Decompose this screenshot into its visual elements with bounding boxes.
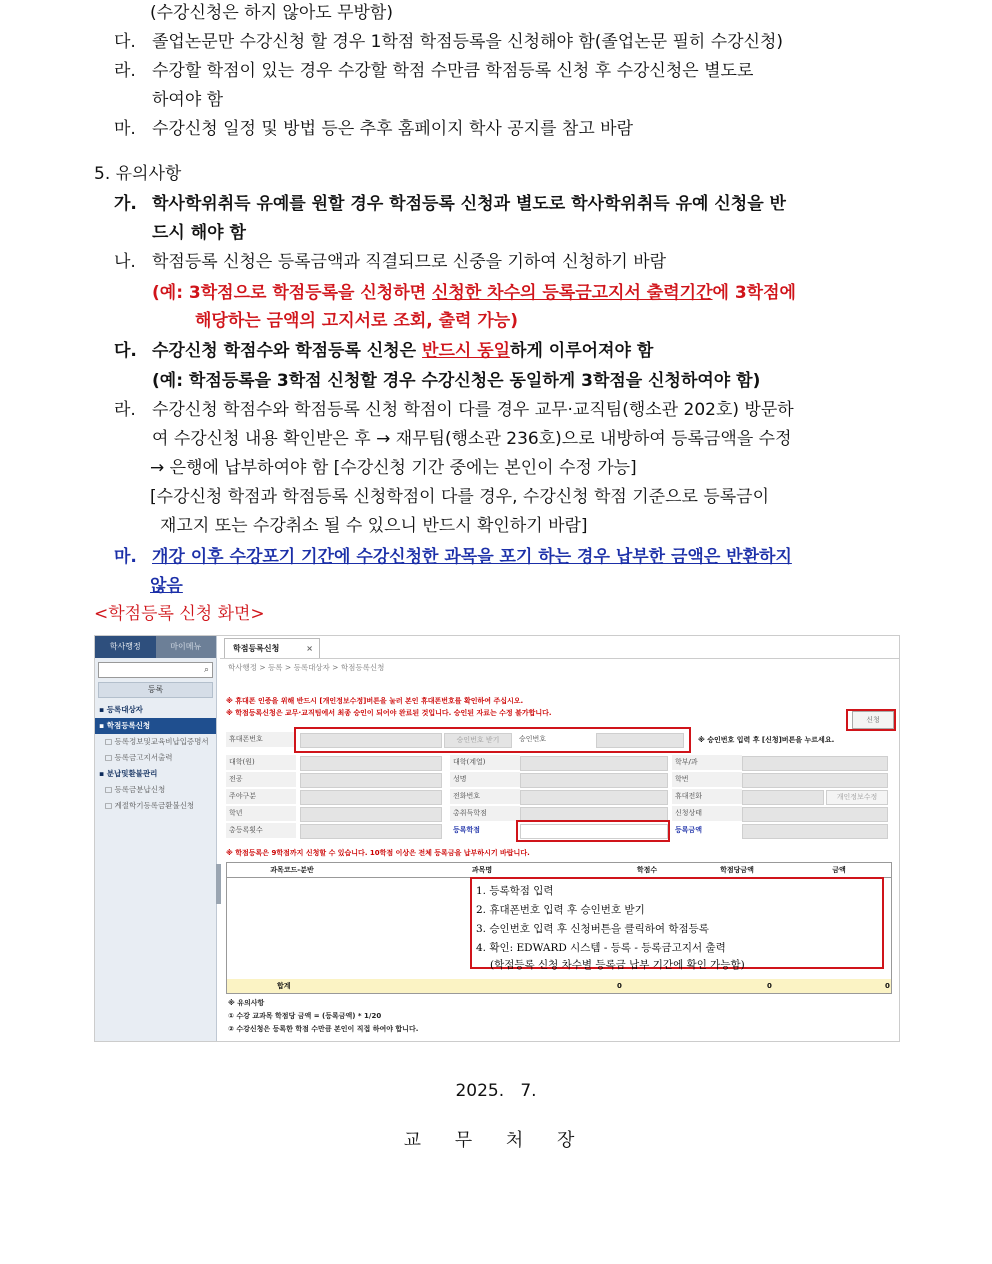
field-value <box>742 824 888 839</box>
caution-text: ② 수강신청은 등록한 학점 수만큼 본인이 직접 하여야 합니다. <box>228 1025 419 1033</box>
field-value <box>300 824 442 839</box>
phone-label: 휴대폰번호 <box>226 732 296 747</box>
field-label: 등록금액 <box>672 823 742 838</box>
text-line: 라. 수강할 학점이 있는 경우 수강할 학점 수만큼 학점등록 신청 후 수강신청은 별도로 <box>114 61 754 81</box>
apply-button[interactable]: 신청 <box>852 711 894 729</box>
sidebar-item-refund[interactable]: □ 계절학기등록금환불신청 <box>105 801 195 810</box>
field-value <box>742 790 824 805</box>
field-value <box>300 773 442 788</box>
document-signer: 교 무 처 장 <box>403 1130 589 1151</box>
column-header: 학점당금액 <box>720 866 754 874</box>
blue-notice: 마. 개강 이후 수강포기 기간에 수강신청한 과목을 포기 하는 경우 납부한 금액은 반환하지 <box>114 547 792 567</box>
highlight-box <box>846 709 896 731</box>
field-value <box>520 756 668 771</box>
sidebar-search-input[interactable] <box>98 662 213 678</box>
code-label: 승인번호 <box>516 732 576 747</box>
edit-info-button[interactable]: 개인정보수정 <box>826 790 888 805</box>
section-heading: 5. 유의사항 <box>94 164 182 184</box>
text-line: (수강신청은 하지 않아도 무방함) <box>150 3 393 23</box>
tab-credit-registration[interactable]: 학점등록신청 × <box>224 638 320 658</box>
notice-text: ※ 휴대폰 인증을 위해 반드시 [개인정보수정]버튼을 눌러 본인 휴대폰번호를 확인하여 주십시오. <box>226 697 524 705</box>
blue-notice: 않음 <box>150 576 183 596</box>
text-line: 마. 수강신청 일정 및 방법 등은 추후 홈페이지 학사 공지를 참고 바람 <box>114 119 634 139</box>
field-value <box>742 807 888 822</box>
registration-screenshot <box>94 635 900 1042</box>
sidebar-item-installment[interactable]: ▪ 분납및환불관리 <box>99 769 158 778</box>
field-value <box>300 807 442 822</box>
text-line: 재고지 또는 수강취소 될 수 있으니 반드시 확인하기 바람] <box>160 516 588 536</box>
text-line: (예: 학점등록을 3학점 신청할 경우 수강신청은 동일하게 3학점을 신청하여야 함) <box>152 371 761 391</box>
field-label: 휴대전화 <box>672 789 742 804</box>
search-icon[interactable]: ⌕ <box>203 665 209 675</box>
field-label: 학년 <box>226 806 296 821</box>
field-value <box>520 790 668 805</box>
sidebar-item-bill[interactable]: □ 등록금고지서출력 <box>105 753 173 762</box>
field-label: 전공 <box>226 772 296 787</box>
field-label: 등록학점 <box>450 823 520 838</box>
text-line: 드시 해야 함 <box>152 223 246 243</box>
text-line: → 은행에 납부하여야 함 [수강신청 기간 중에는 본인이 수정 가능] <box>150 458 637 478</box>
sidebar-tab-academic[interactable]: 학사행정 <box>95 636 156 658</box>
field-value <box>300 756 442 771</box>
column-header: 학점수 <box>636 866 658 874</box>
sidebar-item-credit-registration[interactable]: ▪ 학점등록신청 <box>95 718 216 734</box>
text-line: 다. 졸업논문만 수강신청 할 경우 1학점 학점등록을 신청해야 함(졸업논문 필히 수강신청) <box>114 32 784 52</box>
field-label: 성명 <box>450 772 520 787</box>
text-line: 나. 학점등록 신청은 등록금액과 직결되므로 신중을 기하여 신청하기 바람 <box>114 252 667 272</box>
main-panel <box>220 636 899 1041</box>
text-line: [수강신청 학점과 학점등록 신청학점이 다를 경우, 수강신청 학점 기준으로 등록금이 <box>150 487 770 507</box>
screen-caption: <학점등록 신청 화면> <box>94 604 265 624</box>
credit-notice: ※ 학점등록은 9학점까지 신청할 수 있습니다. 10학점 이상은 전체 등록금을 납부하시기 바랍니다. <box>226 849 530 857</box>
column-header: 금액 <box>832 866 846 874</box>
red-example: 해당하는 금액의 고지서로 조회, 출력 가능) <box>195 311 518 331</box>
field-label: 신청상태 <box>672 806 742 821</box>
sidebar-item-certificate[interactable]: □ 등록정보및교육비납입증명서 <box>105 737 209 746</box>
step-item: 3. 승인번호 입력 후 신청버튼을 클릭하여 학점등록 <box>476 923 709 935</box>
breadcrumb: 학사행정 > 등록 > 등록대상자 > 학점등록신청 <box>228 663 385 672</box>
step-item: (학점등록 신청 차수별 등록금 납부 기간에 확인 가능함) <box>490 959 745 971</box>
column-header: 과목명 <box>471 866 493 874</box>
step-item: 1. 등록학점 입력 <box>476 885 554 897</box>
get-code-button[interactable]: 승인번호 받기 <box>444 733 512 748</box>
text-line: 다. 수강신청 학점수와 학점등록 신청은 반드시 동일하게 이루어져야 함 <box>114 341 654 361</box>
caution-title: ※ 유의사항 <box>228 999 265 1007</box>
code-hint: ※ 승인번호 입력 후 [신청]버튼을 누르세요. <box>698 736 835 744</box>
field-value <box>742 773 888 788</box>
highlight-box <box>516 820 670 842</box>
text-line: 라. 수강신청 학점수와 학점등록 신청 학점이 다를 경우 교무·교직팀(행소관 202호) 방문하 <box>114 400 794 420</box>
text-line: 가. 학사학위취득 유예를 원할 경우 학점등록 신청과 별도로 학사학위취득 유예 신청을 반 <box>114 194 786 214</box>
field-label: 대학(계열) <box>450 755 520 770</box>
field-value <box>520 773 668 788</box>
red-example: (예: 3학점으로 학점등록을 신청하면 신청한 차수의 등록금고지서 출력기간에 3학점에 <box>152 283 796 303</box>
step-item: 4. 확인: EDWARD 시스템 - 등록 - 등록금고지서 출력 <box>476 942 726 954</box>
total-row: 합계 0 0 0 <box>227 979 891 993</box>
column-header: 과목코드-분반 <box>270 866 314 874</box>
sidebar-tab-mymenu[interactable]: 마이메뉴 <box>156 636 217 658</box>
sidebar-heading: 등록 <box>98 682 213 698</box>
field-value <box>742 756 888 771</box>
field-label: 학번 <box>672 772 742 787</box>
step-item: 2. 휴대폰번호 입력 후 승인번호 받기 <box>476 904 645 916</box>
sidebar-item-target[interactable]: ▪ 등록대상자 <box>99 705 143 714</box>
text-line: 여 수강신청 내용 확인받은 후 → 재무팀(행소관 236호)으로 내방하여 등록금액을 수정 <box>152 429 792 449</box>
steps-callout <box>470 877 884 969</box>
field-label: 학부/과 <box>672 755 742 770</box>
sidebar <box>95 636 217 1041</box>
caution-text: ① 수강 교과목 학점당 금액 = (등록금액) * 1/20 <box>228 1012 382 1020</box>
text-line: 하여야 함 <box>152 90 224 110</box>
notice-text: ※ 학점등록신청은 교무·교직팀에서 최종 승인이 되어야 완료된 것입니다. 승인된 자료는 수정 불가합니다. <box>226 709 552 717</box>
sidebar-item-installment-apply[interactable]: □ 등록금분납신청 <box>105 785 166 794</box>
close-icon[interactable]: × <box>306 644 313 653</box>
field-label: 총취득학점 <box>450 806 520 821</box>
field-label: 주야구분 <box>226 789 296 804</box>
field-value <box>300 790 442 805</box>
field-label: 전화번호 <box>450 789 520 804</box>
document-date: 2025. 7. <box>455 1081 537 1101</box>
field-label: 총등록횟수 <box>226 823 296 838</box>
field-label: 대학(원) <box>226 755 296 770</box>
highlight-box <box>294 727 691 753</box>
